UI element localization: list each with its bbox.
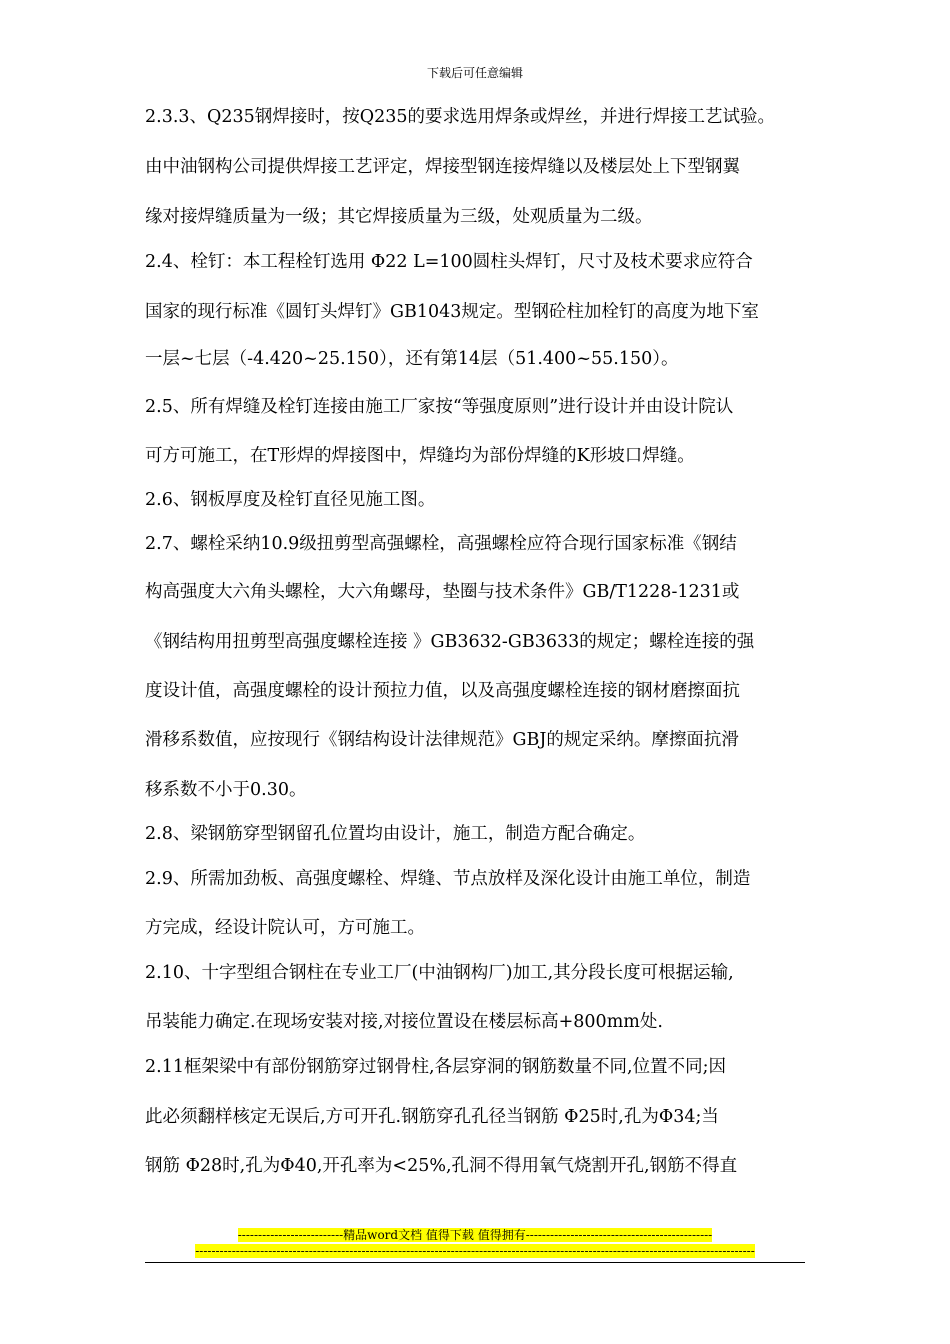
text-line: 度设计值，高强度螺栓的设计预拉力值，以及高强度螺栓连接的钢材磨擦面抗 (145, 681, 740, 701)
text-line: 方完成，经设计院认可，方可施工。 (145, 918, 425, 938)
text-line: 2.4、栓钉：本工程栓钉选用 Φ22 L=100圆柱头焊钉，尺寸及枝术要求应符合 (145, 252, 753, 272)
text-line: 此必须翻样核定无误后,方可开孔.钢筋穿孔孔径当钢筋 Φ25时,孔为Φ34;当 (145, 1107, 719, 1127)
text-line: 2.7、螺栓采纳10.9级扭剪型高强螺栓，高强螺栓应符合现行国家标准《钢结 (145, 534, 737, 554)
text-line: 2.5、所有焊缝及栓钉连接由施工厂家按“等强度原则”进行设计并由设计院认 (145, 397, 734, 417)
text-line: 缘对接焊缝质量为一级；其它焊接质量为三级，处观质量为二级。 (145, 207, 653, 227)
text-line: 钢筋 Φ28时,孔为Φ40,开孔率为<25%,孔洞不得用氧气烧割开孔,钢筋不得直 (145, 1156, 738, 1176)
text-line: 2.3.3、Q235钢焊接时，按Q235的要求选用焊条或焊丝，并进行焊接工艺试验。 (145, 107, 776, 127)
text-line: 一层~七层（-4.420~25.150），还有第14层（51.400~55.150）。 (145, 349, 679, 369)
footer-banner-line-1 (0, 1228, 950, 1242)
footer-banner-dashes: ------------------------------------------------------------------------------------------------------------------------------------------ (195, 1244, 755, 1258)
footer-divider (145, 1262, 805, 1263)
text-line: 移系数不小于0.30。 (145, 780, 307, 800)
text-line: 2.6、钢板厚度及栓钉直径见施工图。 (145, 490, 436, 510)
text-line: 可方可施工，在T形焊的焊接图中，焊缝均为部份焊缝的K形坡口焊缝。 (145, 446, 695, 466)
text-line: 由中油钢构公司提供焊接工艺评定，焊接型钢连接焊缝以及楼层处上下型钢翼 (145, 157, 740, 177)
footer-banner-line-2 (0, 1244, 950, 1258)
text-line: 2.9、所需加劲板、高强度螺栓、焊缝、节点放样及深化设计由施工单位，制造 (145, 869, 751, 889)
text-line: 滑移系数值，应按现行《钢结构设计法律规范》GBJ的规定采纳。摩擦面抗滑 (145, 730, 739, 750)
text-line: 2.11框架梁中有部份钢筋穿过钢骨柱,各层穿洞的钢筋数量不同,位置不同;因 (145, 1057, 726, 1077)
header-note: 下载后可任意编辑 (426, 66, 523, 80)
footer-banner-text: --------------------------精品word文档 值得下载 值得拥有---------------------------------------------- (237, 1228, 713, 1242)
text-line: 《钢结构用扭剪型高强度螺栓连接 》GB3632-GB3633的规定；螺栓连接的强 (145, 632, 755, 652)
text-line: 构高强度大六角头螺栓，大六角螺母，垫圈与技术条件》GB/T1228-1231或 (145, 582, 740, 602)
text-line: 2.8、梁钢筋穿型钢留孔位置均由设计，施工，制造方配合确定。 (145, 824, 646, 844)
text-line: 吊装能力确定.在现场安装对接,对接位置设在楼层标高+800mm处. (145, 1012, 663, 1032)
text-line: 国家的现行标准《圆钉头焊钉》GB1043规定。型钢砼柱加栓钉的高度为地下室 (145, 302, 759, 322)
text-line: 2.10、十字型组合钢柱在专业工厂(中油钢构厂)加工,其分段长度可根据运输, (145, 963, 734, 983)
